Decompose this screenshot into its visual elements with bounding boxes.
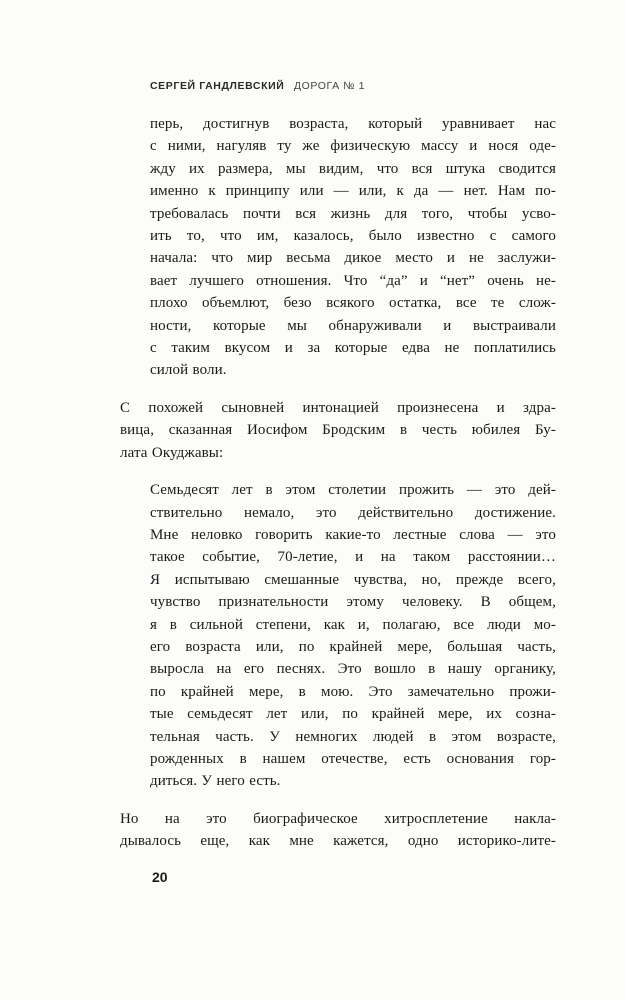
text-line: его возраста или, по крайней мере, большая часть, [150,638,556,655]
block-quote [150,113,556,382]
text-line: вица, сказанная Иосифом Бродским в честь юбилея Бу- [120,422,556,439]
header-book-title: ДОРОГА № 1 [293,80,366,92]
text-line: рожденных в нашем отечестве, есть основания гор- [150,750,556,767]
text-line: тельная часть. У немногих людей в этом возрасте, [150,728,556,745]
text-line: тые семьдесят лет или, по крайней мере, их созна- [150,706,556,723]
text-line: лата Окуджавы: [120,444,224,461]
text-line: Семьдесят лет в этом столетии прожить — это дей- [150,482,556,499]
block-quote [150,479,556,793]
paragraph [120,808,556,853]
text-line: я в сильной степени, как и, полагаю, все люди мо- [150,616,556,633]
page-number: 20 [152,868,168,885]
text-line: Но на это биографическое хитросплетение накла- [120,810,556,827]
text-line: перь, достигнув возраста, который уравнивает нас [150,116,556,132]
header-author: СЕРГЕЙ ГАНДЛЕВСКИЙ [150,80,285,92]
text-line: ности, которые мы обнаруживали и выстраивали [150,317,556,334]
paragraph [120,397,556,464]
text-line: силой воли. [150,362,227,379]
text-line: чувство признательности этому человеку. В общем, [150,594,556,611]
page-content [120,0,556,885]
text-line: С похожей сыновней интонацией произнесена и здра- [120,399,556,416]
text-blocks [120,113,556,853]
text-line: диться. У него есть. [150,773,281,790]
text-line: ствительно немало, это действительно достижение. [150,504,556,521]
page-footer [120,869,556,885]
text-line: требовалась почти вся жизнь для того, чтобы усво- [150,205,556,222]
text-line: такое событие, 70-летие, и на таком расстоянии… [150,549,556,566]
text-line: жду их размера, мы видим, что вся штука сводится [150,160,556,177]
text-line: ить то, что им, казалось, было известно с самого [150,228,556,245]
text-line: по крайней мере, в мою. Это замечательно прожи- [150,683,556,700]
text-line: выросла на его песнях. Это вошло в нашу органику, [150,661,556,678]
text-line: Мне неловко говорить какие-то лестные слова — это [150,526,556,543]
text-line: начала: что мир весьма дикое место и не заслужи- [150,250,556,267]
text-line: с таким вкусом и за которые едва не поплатились [150,340,556,357]
text-line: именно к принципу или — или, к да — нет. Нам по- [150,183,556,200]
text-line: вает лучшего отношения. Что “да” и “нет” очень не- [150,272,556,289]
text-line: Я испытываю смешанные чувства, но, прежде всего, [150,571,556,588]
text-line: плохо объемлют, безо всякого остатка, все те слож- [150,295,556,312]
running-header [150,80,556,92]
text-line: с ними, нагуляв ту же физическую массу и нося оде- [150,138,556,155]
text-line: дывалось еще, как мне кажется, одно историко-лите- [120,833,556,850]
